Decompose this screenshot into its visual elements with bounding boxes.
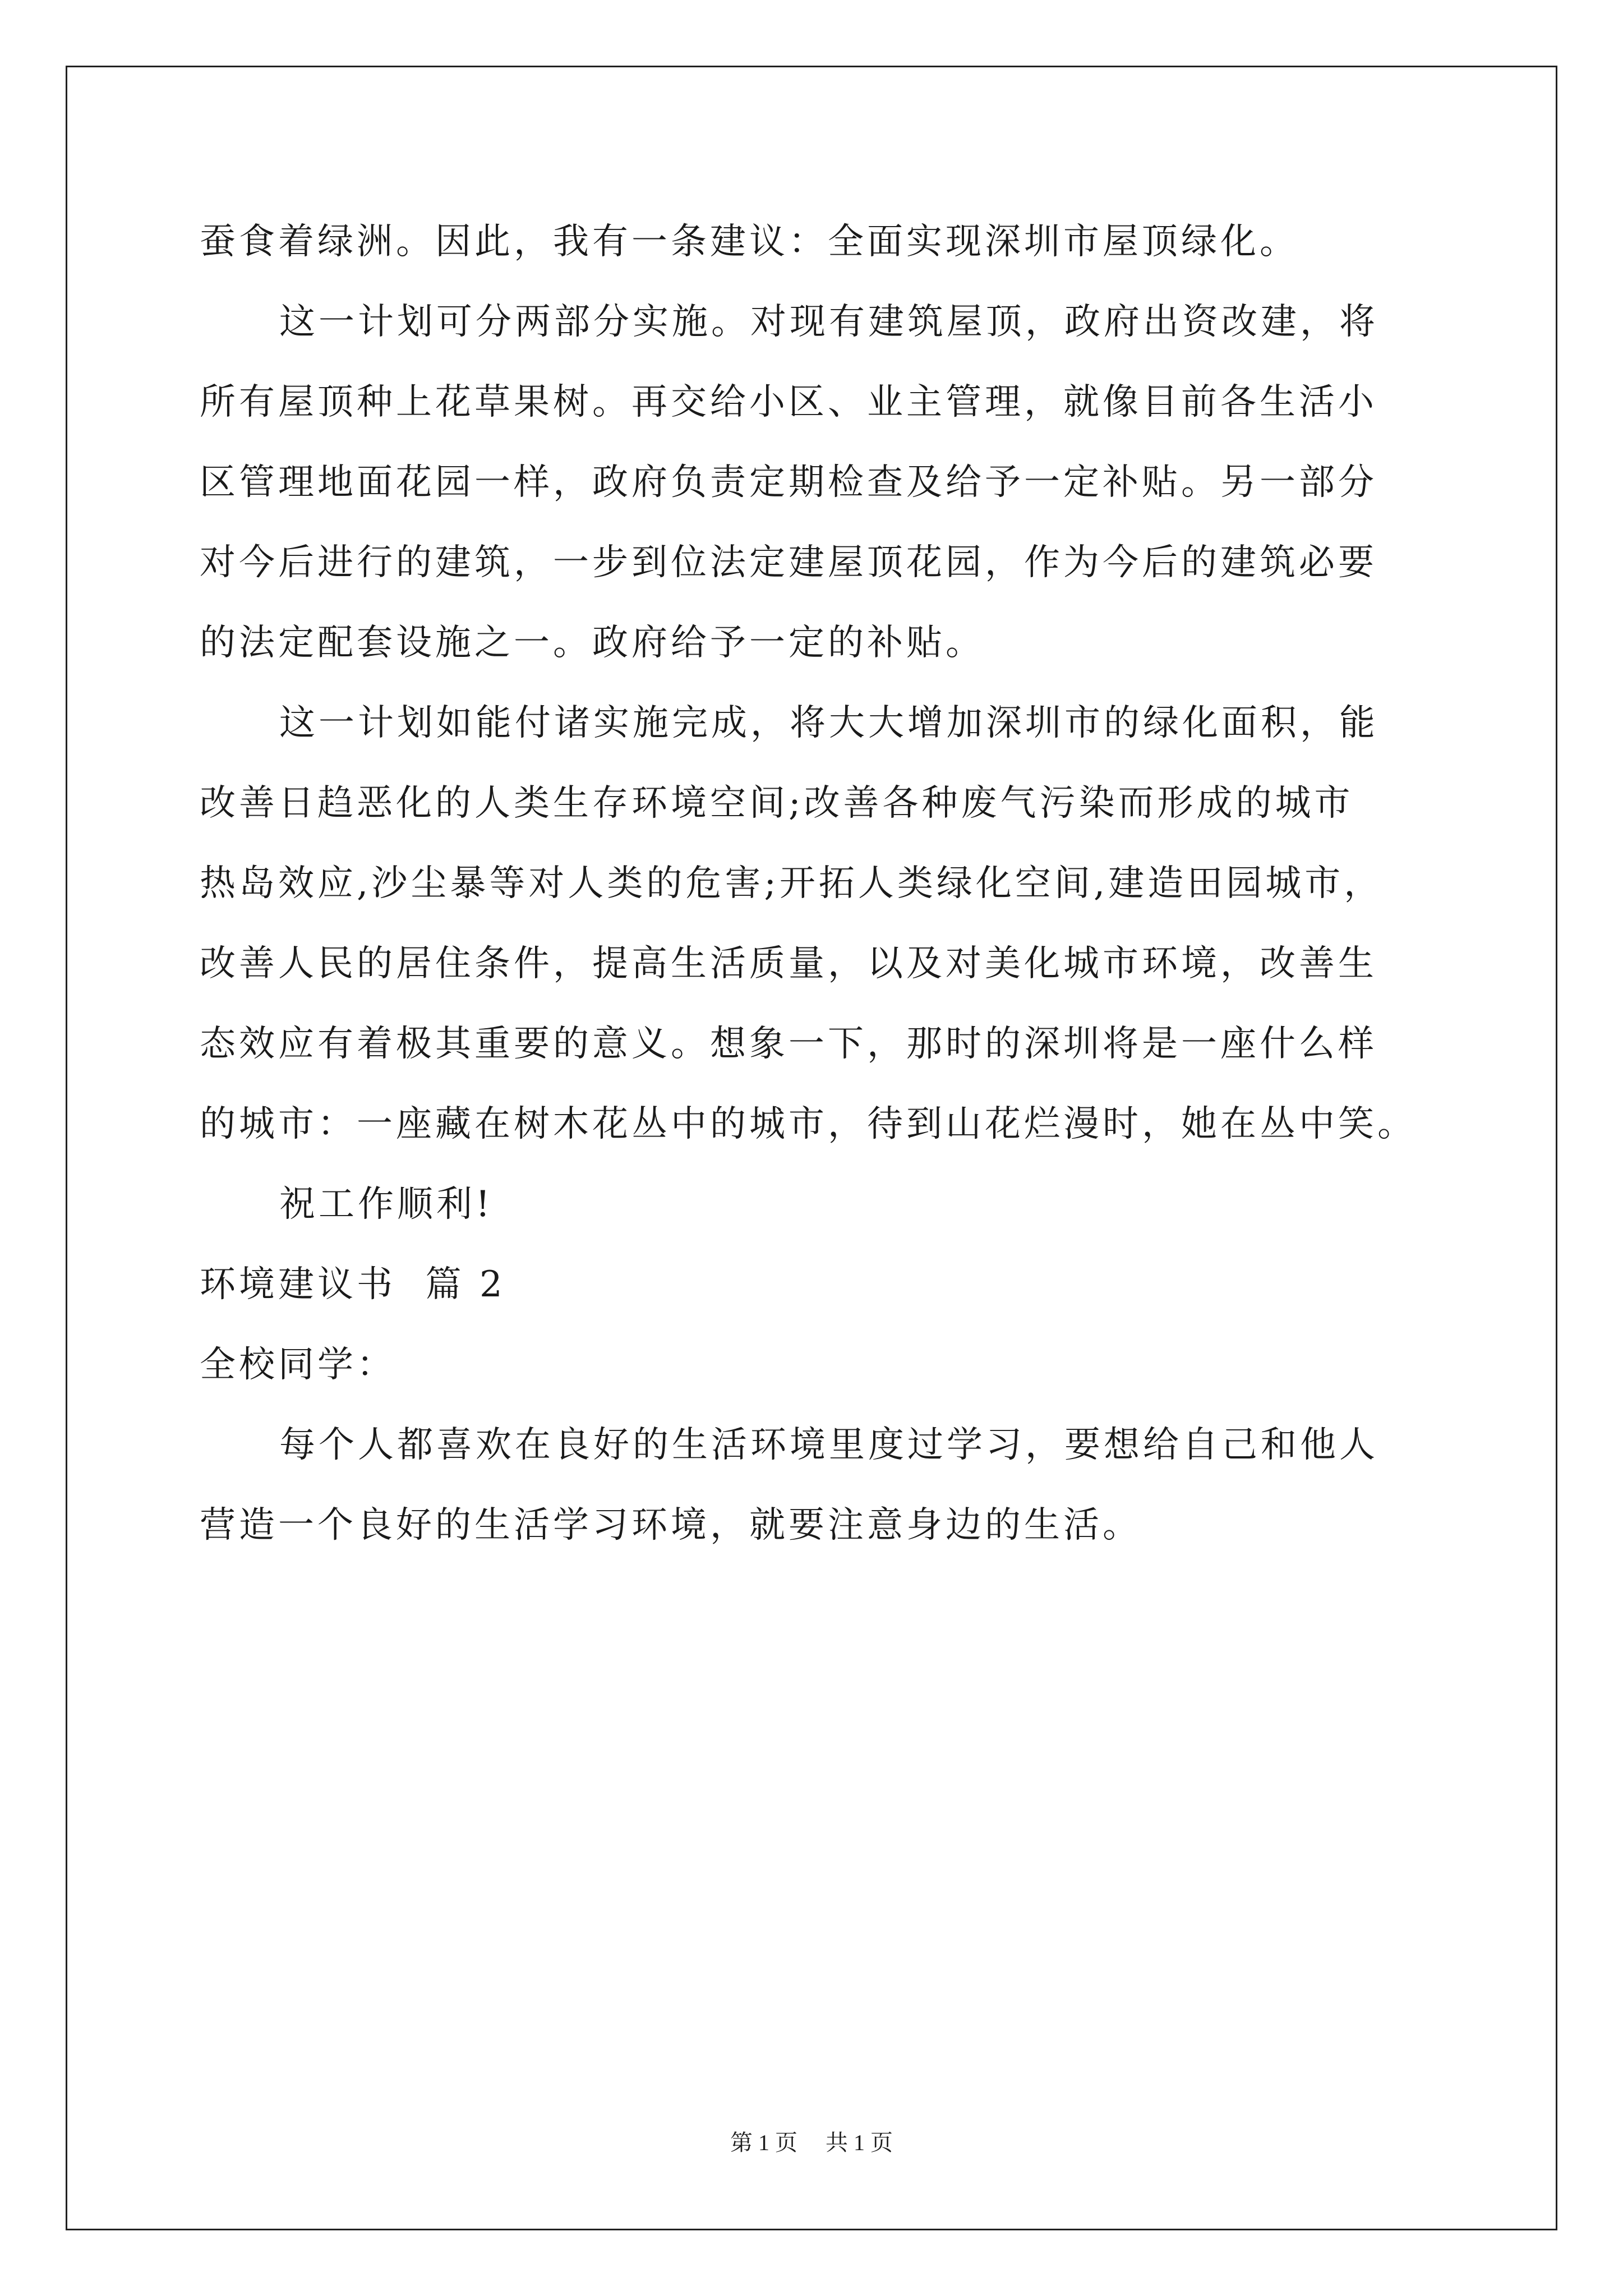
text-line-4: 区管理地面花园一样，政府负责定期检查及给予一定补贴。另一部分: [200, 462, 1377, 503]
text-line-10: 改善人民的居住条件，提高生活质量，以及对美化城市环境，改善生: [200, 943, 1377, 984]
text-line-17: 营造一个良好的生活学习环境，就要注意身边的生活。: [200, 1504, 1142, 1546]
page-total: 共 1 页: [826, 2130, 893, 2155]
page-footer: [0, 2126, 1623, 2160]
text-line-9: 热岛效应,沙尘暴等对人类的危害;开拓人类绿化空间,建造田园城市，: [200, 863, 1384, 904]
text-line-1: 蚕食着绿洲。因此，我有一条建议：全面实现深圳市屋顶绿化。: [200, 221, 1299, 263]
text-line-6: 的法定配套设施之一。政府给予一定的补贴。: [200, 622, 985, 664]
closing-wish: 祝工作顺利!: [279, 1184, 494, 1225]
text-line-5: 对今后进行的建筑，一步到位法定建屋顶花园，作为今后的建筑必要: [200, 542, 1377, 583]
text-line-7: 这一计划如能付诸实施完成，将大大增加深圳市的绿化面积，能: [279, 702, 1378, 744]
section-heading: 环境建议书 篇 2: [200, 1264, 506, 1305]
page-number: 第 1 页: [730, 2130, 797, 2155]
document-body: [200, 202, 1439, 1566]
text-line-2: 这一计划可分两部分实施。对现有建筑屋顶，政府出资改建，将: [279, 301, 1378, 343]
salutation: 全校同学：: [200, 1344, 396, 1386]
text-line-8: 改善日趋恶化的人类生存环境空间;改善各种废气污染而形成的城市: [200, 783, 1354, 824]
text-line-11: 态效应有着极其重要的意义。想象一下，那时的深圳将是一座什么样: [200, 1023, 1377, 1065]
text-line-12: 的城市：一座藏在树木花丛中的城市，待到山花烂漫时，她在丛中笑。: [200, 1103, 1417, 1145]
text-line-16: 每个人都喜欢在良好的生活环境里度过学习，要想给自己和他人: [279, 1424, 1378, 1466]
text-line-3: 所有屋顶种上花草果树。再交给小区、业主管理，就像目前各生活小: [200, 381, 1377, 423]
